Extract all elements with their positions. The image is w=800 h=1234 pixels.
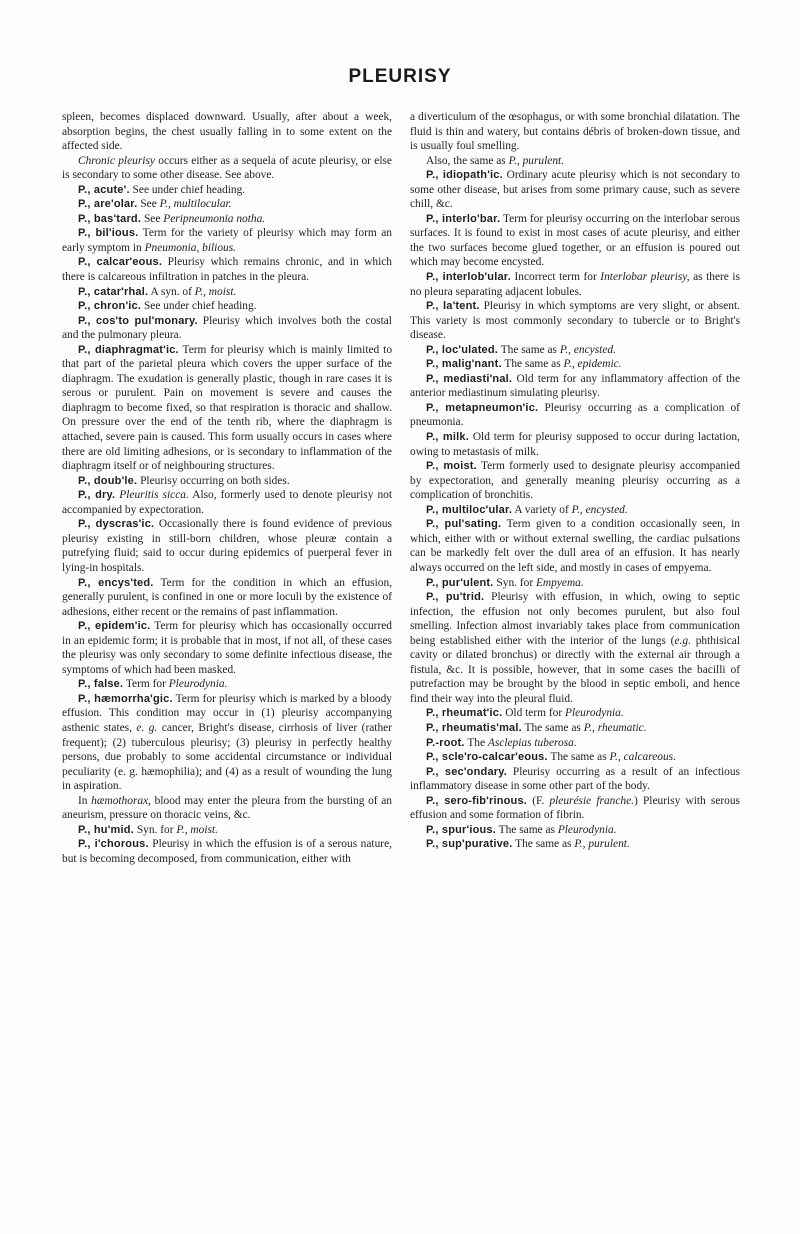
entry-headword: P., bas'tard.: [78, 212, 142, 225]
entry-text: The: [464, 736, 488, 749]
entry-text: Also, the same as: [426, 154, 509, 167]
entry-italic: Chronic pleurisy: [78, 154, 155, 167]
entry-headword: P., pur'ulent.: [426, 576, 494, 589]
entry-text: See: [137, 198, 160, 211]
dictionary-entry: [410, 459, 740, 503]
dictionary-entry: [410, 576, 740, 591]
dictionary-entry: [410, 721, 740, 736]
dictionary-entry: [62, 619, 392, 677]
entry-headword: P., moist.: [426, 460, 477, 473]
entry-text: Occasionally there is found evidence of previous pleurisy existing in still-born children, whose pleuræ contain a putrefying fluid; said to occur during epidemics of puerperal fever in lying-in hospitals.: [62, 518, 392, 574]
dictionary-entry: [62, 692, 392, 794]
dictionary-entry: [410, 823, 740, 838]
entry-text: Old term for any inflammatory affection of the anterior mediastinum simulating pleurisy.: [410, 372, 741, 400]
entry-headword: P., are'olar.: [78, 198, 138, 211]
entry-headword: P., cos'to pul'monary.: [78, 314, 198, 327]
entry-headword: P.-root.: [426, 736, 465, 749]
dictionary-entry: [410, 736, 740, 751]
dictionary-entry: [62, 576, 392, 620]
entry-italic: Pleuritis sicca.: [119, 489, 189, 502]
entry-text: The same as: [512, 838, 575, 851]
entry-text: See: [141, 212, 164, 225]
entry-text: Term for the variety of pleurisy which may form an early symptom in: [62, 227, 392, 254]
entry-text: Syn. for: [493, 576, 536, 589]
entry-text: Ordinary acute pleurisy which is not secondary to some other disease, but arises from some primary cause, such as severe chill, &c.: [410, 169, 740, 211]
dictionary-entry: [62, 299, 392, 314]
entry-headword: P., la'tent.: [426, 300, 480, 313]
dictionary-entry: [410, 765, 740, 794]
entry-headword: P., interlob'ular.: [426, 271, 511, 284]
entry-headword: P., false.: [78, 678, 124, 691]
dictionary-entry: [410, 503, 740, 518]
entry-italic: Pneumonia, bilious.: [144, 241, 237, 254]
dictionary-entry: [62, 314, 392, 343]
entry-headword: P., metapneumon'ic.: [426, 401, 539, 414]
dictionary-entry: [62, 226, 392, 255]
entry-headword: P., encys'ted.: [78, 576, 154, 589]
entry-text: Term for pleurisy which has occasionally occurred in an epidemic form; it is probable that in most, if not all, of these cases the pleurisy was only secondary to some definite infectious disease, the symptoms of which had been masked.: [62, 620, 392, 676]
dictionary-entry: [410, 517, 740, 575]
entry-text: Pleurisy occurring on both sides.: [137, 474, 290, 487]
entry-text: Pleurisy occurring as a result of an infectious inflammatory disease in some other part of the body.: [410, 765, 740, 793]
entry-text: Pleurisy which remains chronic, and in which there is calcareous infiltration in patches in the pleura.: [62, 256, 393, 284]
dictionary-entry: [410, 372, 740, 401]
entry-headword: P., pul'sating.: [426, 518, 502, 531]
entry-text: Pleurisy occurring as a complication of pneumonia.: [410, 401, 740, 429]
entry-text: Term for pleurisy occurring on the interlobar serous surfaces. It is found to exist in most cases of acute pleurisy, and either the two surfaces become glued together, or an effusion is poured out which may become encysted.: [410, 212, 740, 269]
entry-text: Term given to a condition occasionally seen, in which, either with or without external swelling, the cardiac pulsations can be markedly felt over the dull area of an effusion. It has nearly always occurred on the left side, and mostly in cases of empyema.: [410, 518, 740, 574]
entry-italic: pleurésie franche.: [549, 794, 634, 807]
entry-headword: P., milk.: [426, 431, 469, 444]
entry-text: Pleurisy in which the effusion is of a serous nature, but is becoming decomposed, from communication, either with: [62, 838, 392, 865]
dictionary-entry: [62, 183, 392, 198]
entry-italic: Asclepias tuberosa.: [487, 736, 577, 749]
entry-text: Syn. for: [133, 823, 177, 836]
entry-headword: P., catar'rhal.: [78, 285, 149, 298]
entry-italic: P., multilocular.: [159, 198, 232, 211]
entry-text: ) Pleurisy with serous effusion and some formation of fibrin.: [410, 794, 740, 822]
entry-text: as there is no pleura separating adjacent lobules.: [410, 271, 740, 298]
entry-headword: P., scle'ro-calcar'eous.: [426, 751, 548, 764]
entry-text: Term for the condition in which an effusion, generally purulent, is confined in one or more loculi by the existence of adhesions, either recent or the remains of past inflammation.: [62, 576, 392, 618]
entry-italic: Pleurodynia.: [168, 678, 228, 691]
entry-text: See under chief heading.: [129, 183, 246, 196]
dictionary-entry: [62, 837, 392, 866]
entry-headword: P., epidem'ic.: [78, 620, 151, 633]
entry-italic: Pleurodynia.: [557, 823, 617, 836]
right-column: [410, 110, 740, 852]
entry-text: blood may enter the pleura from the bursting of an aneurism, pressure on thoracic veins, &c.: [62, 794, 393, 822]
entry-italic: Interlobar pleurisy,: [600, 271, 690, 284]
dictionary-entry: [410, 401, 740, 430]
entry-headword: P., sec'ondary.: [426, 765, 507, 778]
entry-headword: P., i'chorous.: [78, 838, 149, 851]
entry-text: cancer, Bright's disease, cirrhosis of liver (rather frequent); (2) tuberculous pleurisy; (3) pleurisy in perfectly healthy persons, due probably to some accidental circumstance or individual peculiarity (e. g. hæmophilia); and (4) as a result of wounding the lung in aspiration.: [62, 721, 392, 793]
entry-italic: P., encysted.: [571, 503, 628, 516]
dictionary-entry: [410, 706, 740, 721]
dictionary-entry: [410, 154, 740, 169]
entry-italic: e.g.: [674, 634, 691, 647]
dictionary-entry: [62, 794, 392, 823]
entry-text: Term for pleurisy which is marked by a bloody effusion. This condition may occur in (1) pleurisy accompanying asthenic states,: [62, 692, 393, 734]
entry-italic: P., purulent.: [508, 154, 565, 167]
entry-italic: e. g.: [136, 721, 158, 734]
entry-text: The same as: [498, 343, 560, 356]
entry-headword: P., interlo'bar.: [426, 212, 501, 225]
entry-headword: P., hu'mid.: [78, 823, 134, 836]
entry-text: spleen, becomes displaced downward. Usually, after about a week, absorption begins, the chest usually falling in to some extent on the affected side.: [62, 111, 392, 153]
entry-headword: P., pu'trid.: [426, 591, 485, 604]
dictionary-entry: [62, 212, 392, 227]
entry-headword: P., bil'ious.: [78, 227, 139, 240]
entry-headword: P., sup'purative.: [426, 838, 513, 851]
dictionary-entry: [62, 110, 392, 154]
entry-text: a diverticulum of the œsophagus, or with some bronchial dilatation. The fluid is thin and watery, but contains débris of broken-down tissue, and is usually foul smelling.: [410, 111, 740, 153]
entry-headword: P., malig'nant.: [426, 358, 502, 371]
entry-italic: hæmothorax,: [91, 794, 151, 807]
entry-headword: P., mediasti'nal.: [426, 372, 513, 385]
entry-headword: P., acute'.: [78, 183, 130, 196]
entry-italic: Peripneumonia notha.: [163, 212, 266, 225]
entry-text: The same as: [501, 358, 564, 371]
entry-italic: P., moist.: [176, 823, 218, 836]
entry-headword: P., dry.: [78, 489, 116, 502]
left-column: [62, 110, 392, 866]
dictionary-entry: [410, 110, 740, 154]
dictionary-entry: [62, 677, 392, 692]
dictionary-entry: [410, 270, 740, 299]
entry-text: (F.: [527, 794, 550, 807]
entry-text: Term for pleurisy which is mainly limited to that part of the parietal pleura which covers the upper surface of the diaphragm. The exudation is generally plastic, though in rare cases it is serous or purulent. Pain on movement is severe and causes the diaphragm to become fixed, so that respiration is thoracic and shallow. On pressure over the end of the tenth rib, where the diaphragm is attached, severe pain is caused. This form usually occurs in cases where there are old limiting adhesions, or is secondary to inflammation of the diaphragm itself or of neighbouring structures.: [62, 343, 393, 473]
entry-text: occurs either as a sequela of acute pleurisy, or else is secondary to some other disease. See above.: [62, 154, 392, 182]
entry-headword: P., diaphragmat'ic.: [78, 343, 179, 356]
entry-headword: P., dyscras'ic.: [78, 518, 155, 531]
dictionary-entry: [410, 750, 740, 765]
dictionary-entry: [410, 343, 740, 358]
dictionary-entry: [410, 212, 740, 270]
dictionary-entry: [410, 837, 740, 852]
entry-text: A variety of: [512, 503, 572, 516]
entry-headword: P., rheumatis'mal.: [426, 721, 522, 734]
entry-text: The same as: [496, 823, 558, 836]
entry-text: In: [78, 794, 92, 807]
entry-text: Pleurisy which involves both the costal and the pulmonary pleura.: [62, 314, 392, 342]
entry-text: Old term for pleurisy supposed to occur during lactation, owing to metastasis of milk.: [410, 431, 740, 458]
dictionary-entry: [62, 197, 392, 212]
dictionary-entry: [62, 154, 392, 183]
entry-italic: P., calcareous.: [609, 751, 676, 764]
dictionary-entry: [62, 488, 392, 517]
entry-italic: P., moist.: [194, 285, 237, 298]
entry-italic: P., epidemic.: [563, 358, 622, 371]
dictionary-entry: [410, 168, 740, 212]
entry-headword: P., doub'le.: [78, 474, 138, 487]
entry-headword: P., chron'ic.: [78, 300, 142, 313]
entry-text: The same as: [521, 721, 584, 734]
entry-headword: P., rheumat'ic.: [426, 707, 503, 720]
entry-text: Pleurisy in which symptoms are very slight, or absent. This variety is most commonly secondary to tubercle or to Bright's disease.: [410, 300, 740, 342]
dictionary-entry: [62, 823, 392, 838]
dictionary-entry: [62, 343, 392, 474]
entry-headword: P., multiloc'ular.: [426, 503, 513, 516]
entry-headword: P., calcar'eous.: [78, 256, 163, 269]
dictionary-entry: [410, 299, 740, 343]
dictionary-entry: [410, 357, 740, 372]
dictionary-entry: [410, 590, 740, 706]
entry-italic: P., encysted.: [559, 343, 616, 356]
entry-italic: Empyema.: [535, 576, 584, 589]
running-head: PLEURISY: [348, 66, 452, 87]
dictionary-entry: [62, 517, 392, 575]
dictionary-entry: [410, 430, 740, 459]
entry-text: phthisical cavity or dilated bronchus) or directly with the external air through a fistula, &c. It is possible, however, that in some cases the bacilli of putrefaction may be brought by the blood in septic emboli, and hence find their way into the pleural fluid.: [410, 634, 740, 705]
dictionary-entry: [62, 474, 392, 489]
entry-text: Also, formerly used to denote pleurisy not accompanied by expectoration.: [62, 489, 392, 516]
entry-headword: P., idiopath'ic.: [426, 169, 503, 182]
entry-italic: P., purulent.: [574, 838, 630, 851]
entry-italic: Pleurodynia.: [564, 707, 624, 720]
entry-headword: P., hæmorrha'gic.: [78, 692, 173, 705]
entry-text: Pleurisy with effusion, in which, owing to septic infection, the effusion not only becomes purulent, but also foul smelling. Infection almost invariably takes place from communication being established either with the interior of the lungs (: [410, 591, 740, 647]
entry-text: Term for: [123, 678, 169, 691]
entry-italic: P., rheumatic.: [583, 721, 647, 734]
dictionary-entry: [410, 794, 740, 823]
entry-text: The same as: [547, 751, 610, 764]
dictionary-entry: [62, 285, 392, 300]
entry-text: A syn. of: [148, 285, 195, 298]
entry-text: Incorrect term for: [510, 271, 601, 284]
entry-text: See under chief heading.: [141, 300, 257, 313]
entry-text: Term formerly used to designate pleurisy accompanied by expectoration, and generally meaning pleurisy occurring as a complication of bronchitis.: [410, 460, 740, 502]
dictionary-entry: [62, 255, 392, 284]
entry-headword: P., loc'ulated.: [426, 343, 499, 356]
entry-headword: P., spur'ious.: [426, 823, 497, 836]
entry-text: Old term for: [502, 707, 565, 720]
entry-headword: P., sero-fib'rinous.: [426, 794, 528, 807]
